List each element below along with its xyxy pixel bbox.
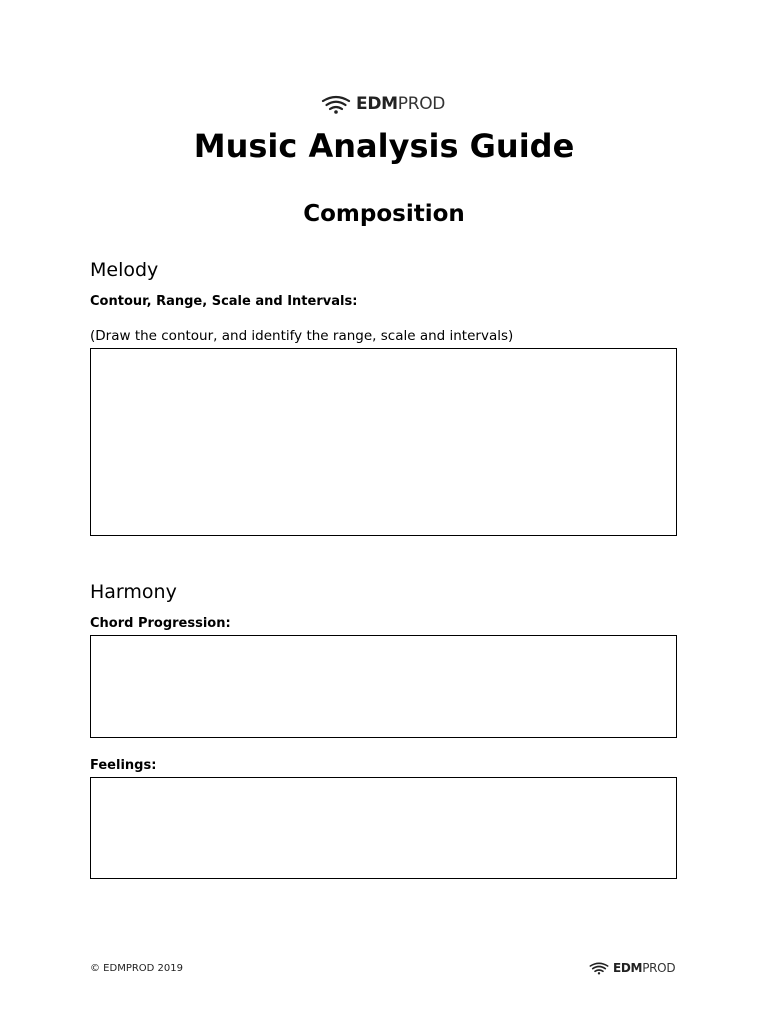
logo-name-light: PROD	[397, 93, 446, 114]
header-logo	[321, 93, 445, 115]
chord-progression-answer-box[interactable]	[90, 635, 677, 738]
contour-label: Contour, Range, Scale and Intervals:	[90, 294, 358, 309]
signal-waves-icon	[589, 961, 609, 975]
feelings-answer-box[interactable]	[90, 777, 677, 879]
document-subtitle: Composition	[303, 201, 465, 227]
logo-name-bold: EDM	[356, 93, 398, 114]
footer-logo	[589, 960, 675, 976]
header-logo-text	[356, 93, 446, 114]
contour-answer-box[interactable]	[90, 348, 677, 536]
chord-progression-label: Chord Progression:	[90, 616, 231, 631]
harmony-heading: Harmony	[90, 581, 177, 603]
contour-note: (Draw the contour, and identify the range, scale and intervals)	[90, 328, 514, 344]
footer-logo-name-light: PROD	[642, 961, 676, 975]
feelings-label: Feelings:	[90, 758, 157, 773]
copyright-text: © EDMPROD 2019	[90, 963, 184, 974]
footer-logo-name-bold: EDM	[613, 961, 643, 975]
melody-heading: Melody	[90, 259, 159, 281]
document-title: Music Analysis Guide	[193, 127, 575, 165]
signal-waves-icon	[321, 94, 351, 114]
footer-logo-text	[613, 962, 675, 974]
